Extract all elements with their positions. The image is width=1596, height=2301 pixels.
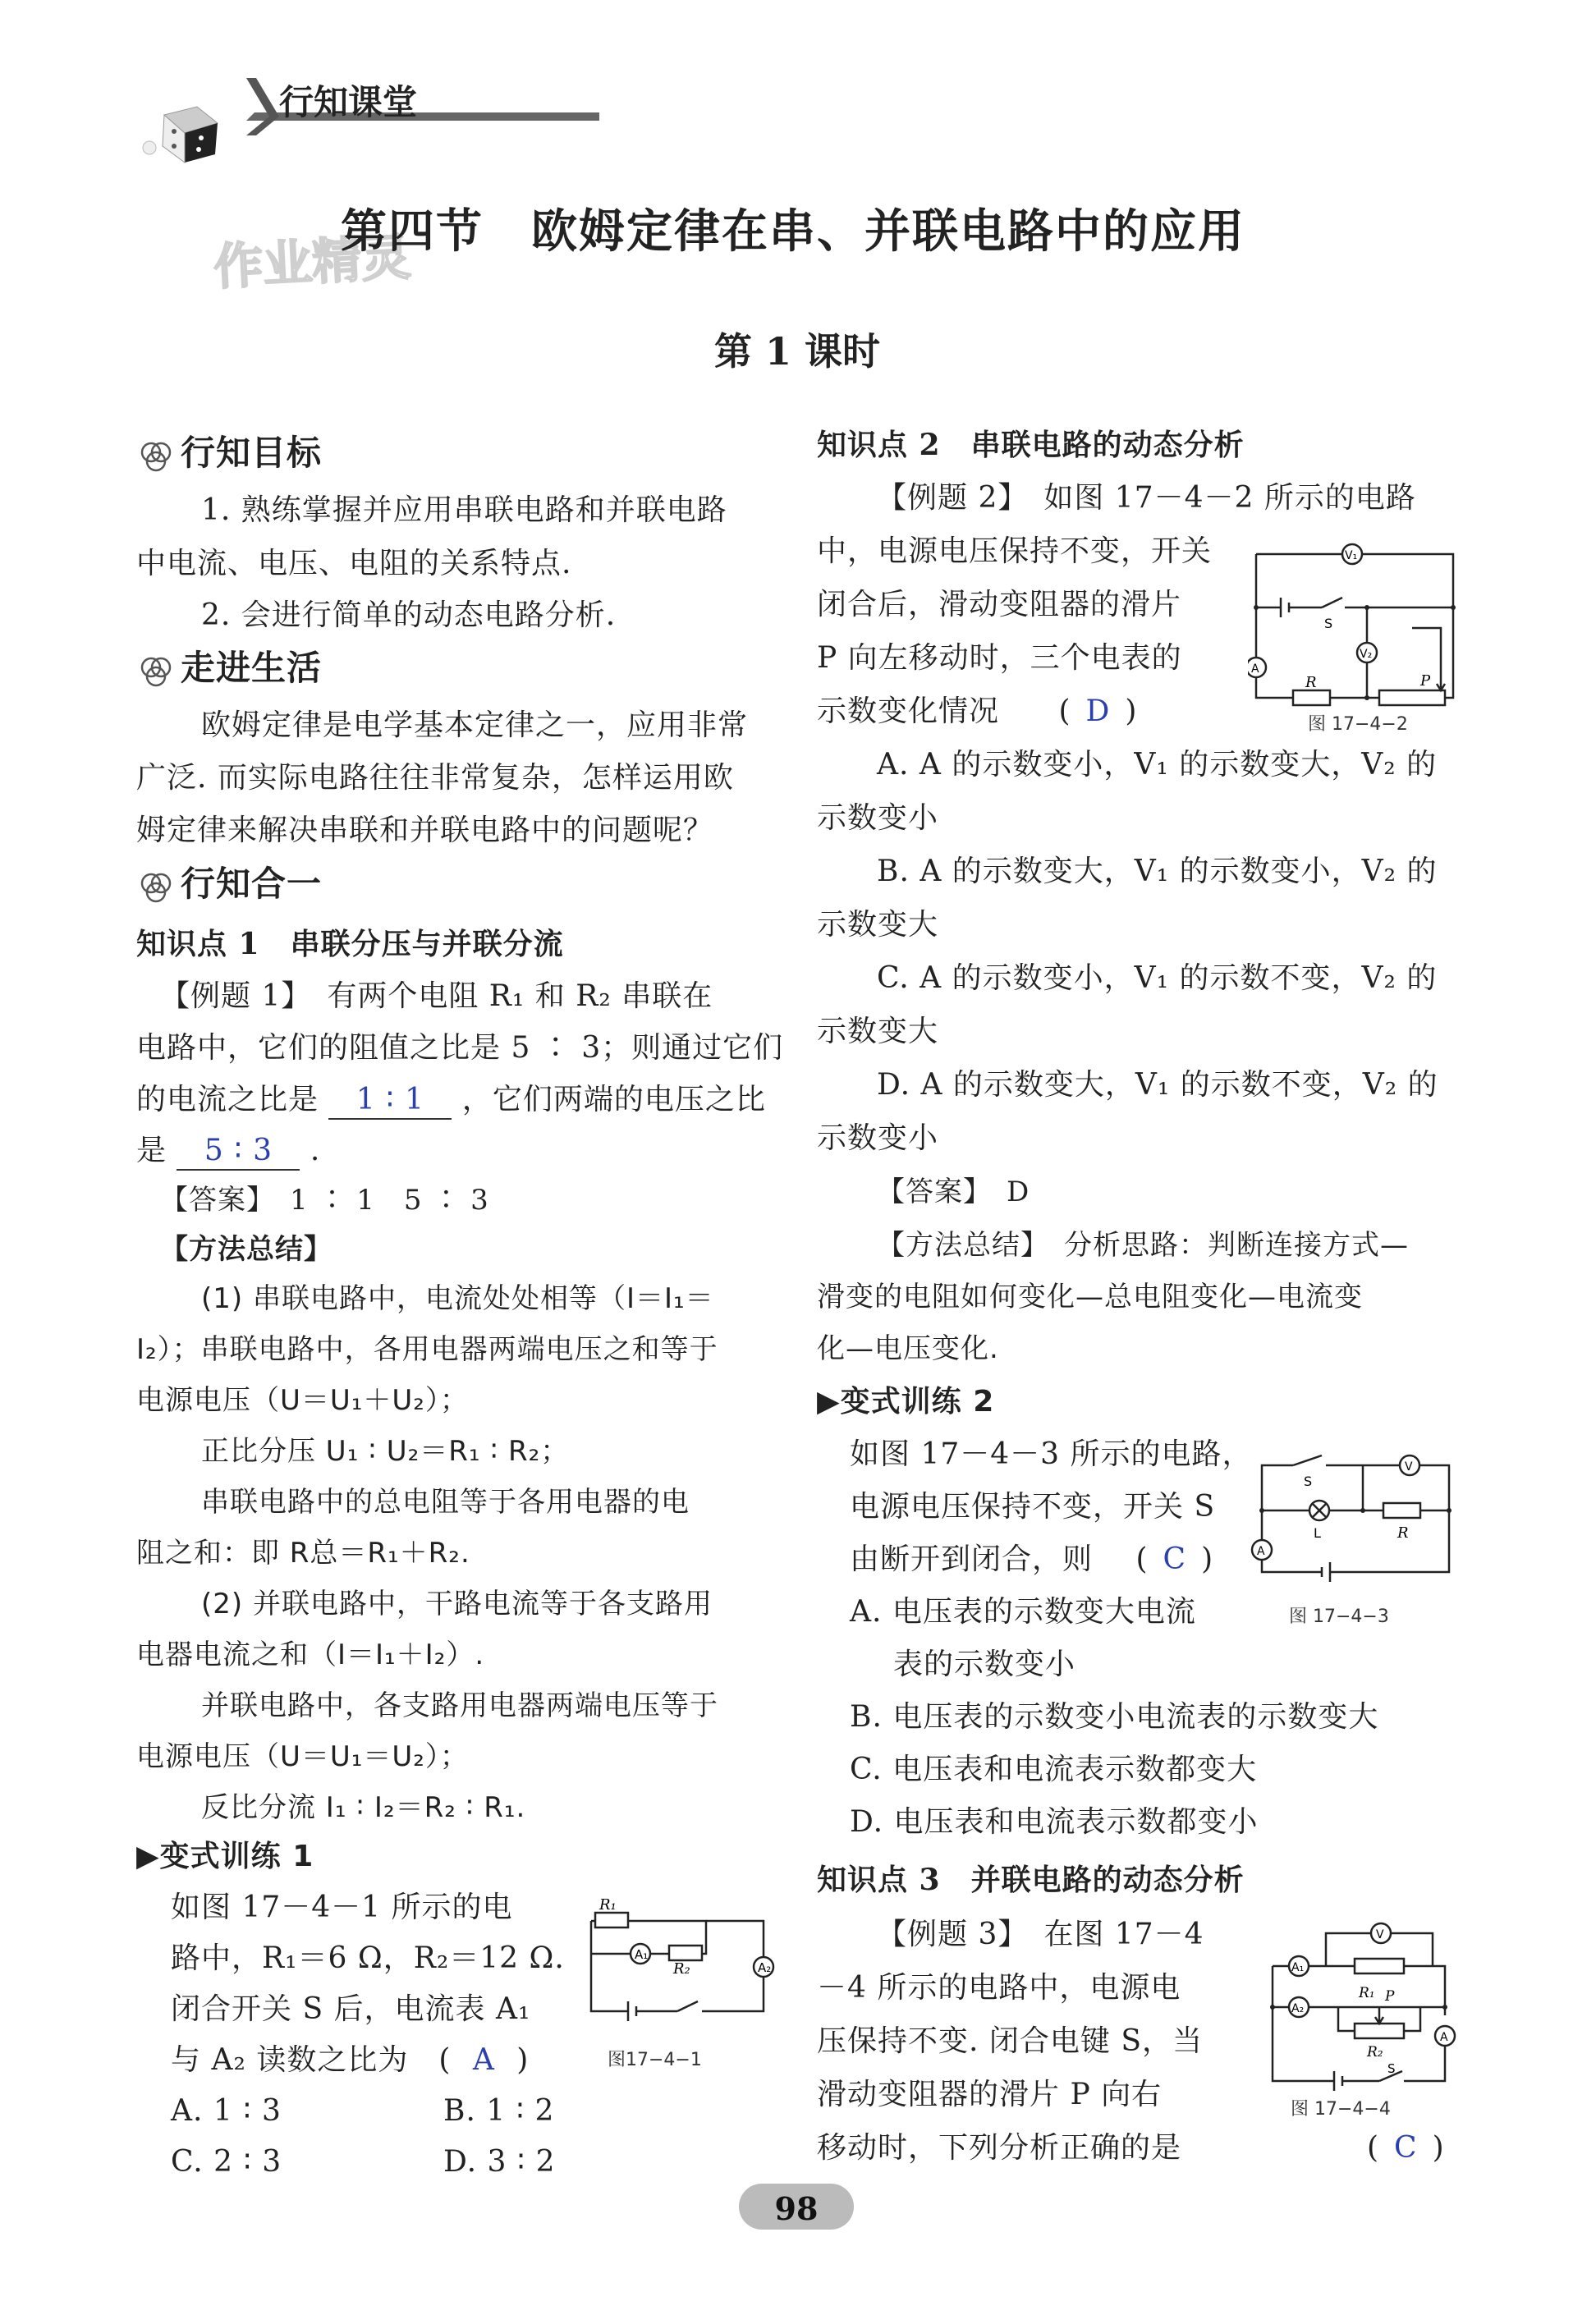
svg-text:V₁: V₁ bbox=[1345, 549, 1358, 562]
example-1 bbox=[136, 1082, 766, 1120]
method-text: 反比分流 I₁ ∶ I₂＝R₂ ∶ R₁. bbox=[201, 1791, 526, 1824]
variant-1-question: 与 A₂ 读数之比为 ( bbox=[171, 2043, 452, 2077]
option-c: C. A 的示数变小，V₁ 的示数不变，V₂ 的 bbox=[877, 961, 1438, 995]
example-2: 【例题 2】 如图 17－4－2 所示的电路 bbox=[877, 481, 1416, 515]
option-d: D. 电压表和电流表示数都变小 bbox=[850, 1805, 1259, 1839]
example-3-answer: C bbox=[1394, 2131, 1418, 2165]
variant-1-text: 闭合开关 S 后，电流表 A₁ bbox=[171, 1992, 531, 2026]
svg-text:A₂: A₂ bbox=[758, 1960, 772, 1975]
page-number: 98 bbox=[774, 2190, 819, 2227]
example-2-answer-line: 【答案】 D bbox=[877, 1176, 1030, 1208]
example-1: 电路中，它们的阻值之比是 5 ∶ 3；则通过它们 bbox=[136, 1031, 784, 1065]
example-1 bbox=[136, 1133, 320, 1171]
svg-text:A₁: A₁ bbox=[1291, 1961, 1305, 1974]
method-text: 阻之和：即 R总＝R₁＋R₂. bbox=[136, 1537, 470, 1570]
example-3: 移动时，下列分析正确的是 bbox=[817, 2131, 1182, 2165]
answer-blank-1: 1 ∶ 1 bbox=[328, 1082, 452, 1120]
svg-text:A: A bbox=[1257, 1545, 1265, 1558]
method-title: 【方法总结】 bbox=[160, 1233, 332, 1266]
method-text: 并联电路中，各支路用电器两端电压等于 bbox=[201, 1689, 718, 1722]
page-title: 第四节 欧姆定律在串、并联电路中的应用 bbox=[341, 204, 1245, 259]
option-d: 示数变小 bbox=[817, 1121, 939, 1155]
answer-blank-2: 5 ∶ 3 bbox=[177, 1133, 300, 1171]
option-a: 示数变小 bbox=[817, 801, 939, 835]
figure-caption: 图 17−4−2 bbox=[1308, 714, 1408, 735]
option-a: A. 1 ∶ 3 bbox=[171, 2094, 282, 2128]
svg-text:R₁: R₁ bbox=[599, 1896, 617, 1914]
svg-text:A: A bbox=[1440, 2031, 1448, 2044]
example-1-text: 的电流之比是 bbox=[136, 1083, 319, 1116]
option-c: C. 2 ∶ 3 bbox=[171, 2145, 282, 2179]
example-2-method: 化—电压变化. bbox=[817, 1332, 999, 1365]
option-c: 示数变大 bbox=[817, 1015, 939, 1048]
svg-text:V₂: V₂ bbox=[1360, 648, 1373, 661]
figure-caption: 图 17−4−3 bbox=[1289, 1607, 1389, 1627]
svg-text:S: S bbox=[1324, 616, 1333, 631]
method-text: (2) 并联电路中，干路电流等于各支路用 bbox=[201, 1588, 713, 1620]
figure-caption: 图 17−4−4 bbox=[1291, 2099, 1391, 2120]
example-1: 【例题 1】 有两个电阻 R₁ 和 R₂ 串联在 bbox=[160, 979, 713, 1013]
svg-text:S: S bbox=[1304, 1474, 1313, 1489]
watermark: 作业精灵 bbox=[212, 228, 412, 297]
svg-text:P: P bbox=[1385, 1988, 1395, 2005]
option-b: B. 1 ∶ 2 bbox=[443, 2094, 555, 2128]
option-a: 表的示数变小 bbox=[893, 1648, 1076, 1681]
life-text: 广泛. 而实际电路往往非常复杂，怎样运用欧 bbox=[136, 761, 734, 795]
example-3-answer-bracket: ( C ) bbox=[1367, 2131, 1445, 2165]
svg-text:R: R bbox=[1397, 1524, 1409, 1542]
method-text: I₂）；串联电路中，各用电器两端电压之和等于 bbox=[136, 1333, 718, 1366]
figure-caption: 图17−4−1 bbox=[608, 2050, 702, 2070]
variant-1-text: 路中，R₁＝6 Ω，R₂＝12 Ω. bbox=[171, 1941, 565, 1975]
variant-1-answer: A bbox=[472, 2043, 495, 2077]
example-2-method: 【方法总结】 分析思路：判断连接方式— bbox=[877, 1229, 1409, 1262]
example-1-text: 是 bbox=[136, 1134, 167, 1167]
option-b: B. 电压表的示数变小电流表的示数变大 bbox=[850, 1700, 1379, 1734]
svg-text:P: P bbox=[1420, 672, 1431, 690]
section-rings-icon bbox=[136, 653, 176, 692]
example-3: 压保持不变. 闭合电键 S，当 bbox=[817, 2024, 1203, 2058]
goal-line: 2. 会进行简单的动态电路分析. bbox=[201, 598, 617, 632]
svg-text:S: S bbox=[1387, 2061, 1396, 2076]
svg-text:R₂: R₂ bbox=[673, 1960, 690, 1978]
circuit-figure-2 bbox=[1248, 538, 1470, 710]
variant-2-text: 由断开到闭合，则 ( C ) bbox=[850, 1542, 1214, 1576]
variant-2-text: 如图 17－4－3 所示的电路， bbox=[850, 1437, 1253, 1471]
example-1-text: . bbox=[310, 1134, 321, 1167]
header-tag: 行知课堂 bbox=[279, 82, 418, 122]
example-2: 中，电源电压保持不变，开关 bbox=[817, 534, 1213, 568]
svg-text:A₂: A₂ bbox=[1291, 2002, 1305, 2015]
svg-text:A₁: A₁ bbox=[635, 1947, 649, 1962]
lesson-subtitle: 第 1 课时 bbox=[714, 329, 881, 374]
knowledge-point-3: 知识点 3 并联电路的动态分析 bbox=[817, 1863, 1245, 1897]
option-a: A. 电压表的示数变大电流 bbox=[850, 1595, 1196, 1629]
life-text: 欧姆定律是电学基本定律之一，应用非常 bbox=[201, 708, 749, 742]
circuit-figure-4 bbox=[1256, 1917, 1470, 2106]
option-d: D. A 的示数变大，V₁ 的示数不变，V₂ 的 bbox=[877, 1068, 1438, 1102]
knowledge-point-1: 知识点 1 串联分压与并联分流 bbox=[136, 927, 564, 961]
goal-line: 1. 熟练掌握并应用串联电路和并联电路 bbox=[201, 493, 727, 527]
example-2-method: 滑变的电阻如何变化—总电阻变化—电流变 bbox=[817, 1281, 1363, 1313]
svg-text:L: L bbox=[1314, 1525, 1321, 1541]
option-c: C. 电压表和电流表示数都变大 bbox=[850, 1753, 1258, 1786]
example-3: 滑动变阻器的滑片 P 向右 bbox=[817, 2078, 1163, 2111]
circuit-figure-3 bbox=[1244, 1441, 1465, 1588]
example-2: 闭合后，滑动变阻器的滑片 bbox=[817, 588, 1182, 621]
circuit-figure-1 bbox=[558, 1888, 788, 2052]
variant-1-close: ) bbox=[516, 2043, 530, 2077]
method-text: 电源电压（U＝U₁＝U₂）； bbox=[136, 1740, 469, 1773]
option-d: D. 3 ∶ 2 bbox=[443, 2145, 556, 2179]
method-text: 电源电压（U＝U₁＋U₂）； bbox=[136, 1384, 469, 1417]
section-rings-icon bbox=[136, 438, 176, 477]
goal-line: 中电流、电压、电阻的关系特点. bbox=[136, 547, 572, 580]
variant-2-question: 由断开到闭合，则 bbox=[850, 1542, 1094, 1576]
example-3: －4 所示的电路中，电源电 bbox=[817, 1971, 1181, 2005]
dice-logo bbox=[140, 99, 230, 164]
example-3: 【例题 3】 在图 17－4 bbox=[877, 1918, 1204, 1951]
method-text: 电器电流之和（I＝I₁＋I₂）. bbox=[136, 1639, 485, 1671]
svg-text:V: V bbox=[1405, 1460, 1413, 1474]
example-2: 示数变化情况 ( D ) bbox=[817, 694, 1138, 728]
section-title-life: 走进生活 bbox=[181, 648, 323, 688]
variant-1-text: 如图 17－4－1 所示的电 bbox=[171, 1891, 513, 1924]
svg-text:R₂: R₂ bbox=[1367, 2044, 1383, 2060]
example-1-text: ，它们两端的电压之比 bbox=[461, 1083, 766, 1116]
option-a: A. A 的示数变小，V₁ 的示数变大，V₂ 的 bbox=[877, 748, 1438, 782]
example-2-text: 示数变化情况 bbox=[817, 694, 1000, 728]
variant-1-text bbox=[171, 2042, 529, 2079]
svg-text:A: A bbox=[1251, 662, 1259, 676]
method-text: 串联电路中的总电阻等于各用电器的电 bbox=[201, 1486, 690, 1519]
svg-text:R: R bbox=[1305, 674, 1317, 691]
life-text: 姆定律来解决串联和并联电路中的问题呢？ bbox=[136, 814, 714, 847]
variant-2-text: 电源电压保持不变，开关 S bbox=[850, 1490, 1216, 1524]
example-2: P 向左移动时，三个电表的 bbox=[817, 641, 1182, 675]
method-text: (1) 串联电路中，电流处处相等（I＝I₁＝ bbox=[201, 1282, 714, 1315]
section-rings-icon bbox=[136, 869, 176, 908]
section-title-practice: 行知合一 bbox=[181, 864, 323, 904]
variant-2-answer: C bbox=[1163, 1542, 1187, 1576]
section-title-goals: 行知目标 bbox=[181, 433, 323, 473]
example-2-answer: D bbox=[1085, 694, 1111, 728]
variant-training-1: ▶变式训练 1 bbox=[136, 1840, 314, 1873]
example-1-answer: 【答案】 1 ∶ 1 5 ∶ 3 bbox=[160, 1184, 489, 1217]
method-text: 正比分压 U₁ ∶ U₂＝R₁ ∶ R₂； bbox=[201, 1435, 570, 1468]
svg-text:V: V bbox=[1376, 1928, 1384, 1941]
option-b: B. A 的示数变大，V₁ 的示数变小，V₂ 的 bbox=[877, 855, 1438, 888]
knowledge-point-2: 知识点 2 串联电路的动态分析 bbox=[817, 428, 1245, 462]
svg-text:R₁: R₁ bbox=[1359, 1985, 1375, 2001]
option-b: 示数变大 bbox=[817, 908, 939, 942]
variant-training-2: ▶变式训练 2 bbox=[817, 1385, 995, 1419]
